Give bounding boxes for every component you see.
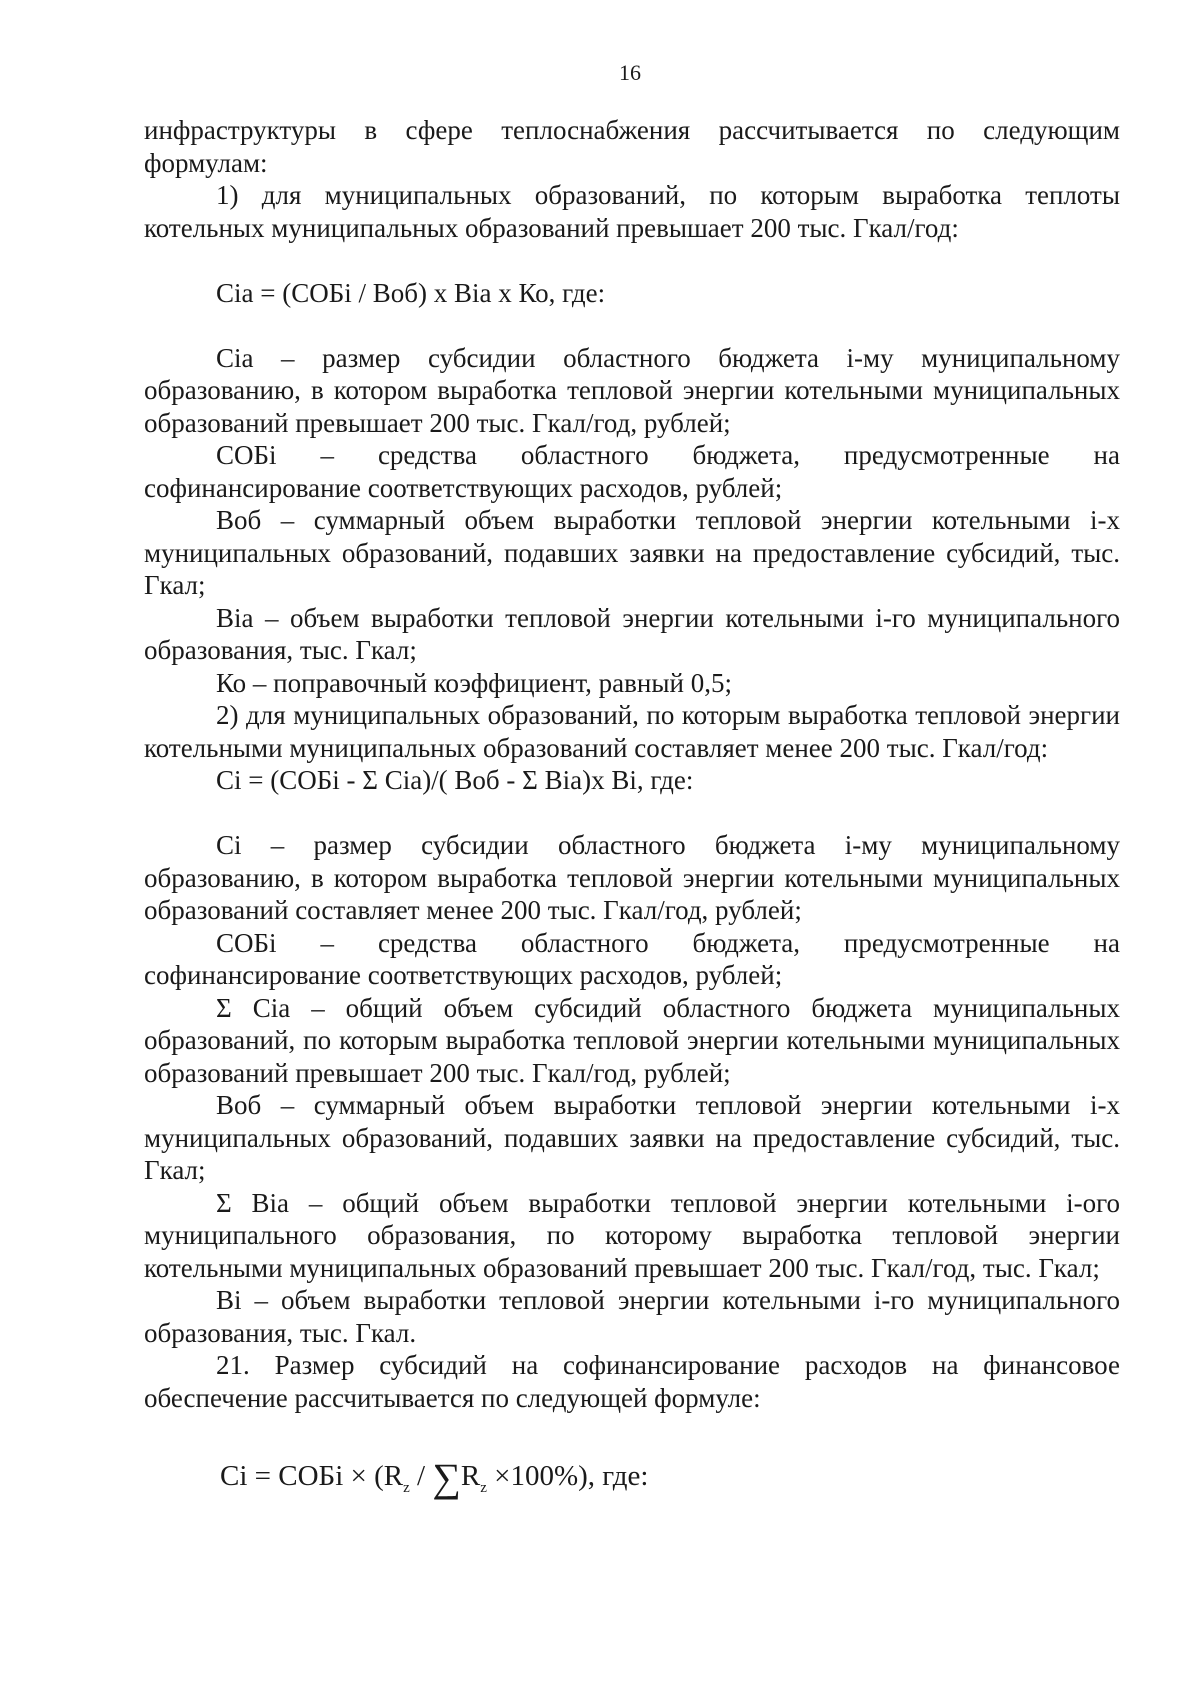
definition-ko: Ко – поправочный коэффициент, равный 0,5; bbox=[216, 667, 732, 698]
page-number: 16 bbox=[619, 60, 641, 85]
summation-symbol: ∑ bbox=[432, 1455, 461, 1500]
spacer bbox=[144, 797, 1120, 830]
definition-ci: Сi – размер субсидии областного бюджета i-му муниципальному образованию, в котором выработка тепловой энергии котельными муниципальных образований составляет менее 200 тыс. Гкал/год, рублей; bbox=[144, 830, 1120, 925]
formula-div: / bbox=[409, 1460, 433, 1492]
paragraph-case-2: 2) для муниципальных образований, по которым выработка тепловой энергии котельными муниципальных образований составляет менее 200 тыс. Гкал/год: bbox=[144, 700, 1120, 763]
formula-r: R bbox=[460, 1460, 481, 1492]
formula-tail: ×100%), где: bbox=[486, 1460, 649, 1492]
formula-cia: Сia = (СОБi / Воб) х Вiа х Ко, где: bbox=[216, 277, 606, 308]
definition-sum-cia: Σ Сiа – общий объем субсидий областного бюджета муниципальных образований, по которым выработка тепловой энергии котельными муниципальных образований превышает 200 тыс. Гкал/год, рублей; bbox=[144, 992, 1120, 1088]
definition-vob: Воб – суммарный объем выработки тепловой энергии котельными i-х муниципальных образований, подавших заявки на предоставление субсидий, тыс. Гкал; bbox=[144, 505, 1120, 600]
definition-vob-2: Воб – суммарный объем выработки тепловой энергии котельными i-х муниципальных образований, подавших заявки на предоставление субсидий, тыс. Гкал; bbox=[144, 1090, 1120, 1185]
definition-vi: Вi – объем выработки тепловой энергии котельными i-го муниципального образования, тыс. Гкал. bbox=[144, 1285, 1120, 1348]
definition-sum-via: Σ Вiа – общий объем выработки тепловой энергии котельными i-ого муниципального образования, по которому выработка тепловой энергии котельными муниципальных образований превышает 200 тыс. Гкал/год, тыс. Гкал; bbox=[144, 1187, 1120, 1283]
definition-cia: Сia – размер субсидии областного бюджета i-му муниципальному образованию, в котором выработка тепловой энергии котельными муниципальных образований превышает 200 тыс. Гкал/год, рублей; bbox=[144, 342, 1120, 438]
definition-sobi: СОБi – средства областного бюджета, предусмотренные на софинансирование соответствующих расходов, рублей; bbox=[144, 440, 1120, 503]
paragraph-item-21: 21. Размер субсидий на софинансирование расходов на финансовое обеспечение рассчитывается по следующей формуле: bbox=[144, 1350, 1120, 1413]
spacer bbox=[144, 1414, 1120, 1460]
formula-ci: Сi = (СОБi - Σ Сiа)/( Воб - Σ Вiа)х Вi, где: bbox=[216, 765, 694, 795]
formula-ci-rz bbox=[144, 1455, 1120, 1505]
paragraph-intro: инфраструктуры в сфере теплоснабжения рассчитывается по следующим формулам: bbox=[144, 115, 1120, 178]
definition-via: Вiа – объем выработки тепловой энергии котельными i-го муниципального образования, тыс. Гкал; bbox=[144, 602, 1120, 665]
formula-sub: z bbox=[403, 1480, 410, 1496]
formula-sub-2: z bbox=[480, 1480, 487, 1496]
paragraph-case-1: 1) для муниципальных образований, по которым выработка теплоты котельных муниципальных образований превышает 200 тыс. Гкал/год: bbox=[144, 180, 1120, 243]
spacer bbox=[144, 244, 1120, 277]
spacer bbox=[144, 309, 1120, 342]
formula-lhs: Сi = СОБi × (R bbox=[220, 1460, 404, 1492]
document-body bbox=[144, 114, 1120, 1505]
definition-sobi-2: СОБi – средства областного бюджета, предусмотренные на софинансирование соответствующих расходов, рублей; bbox=[144, 927, 1120, 990]
